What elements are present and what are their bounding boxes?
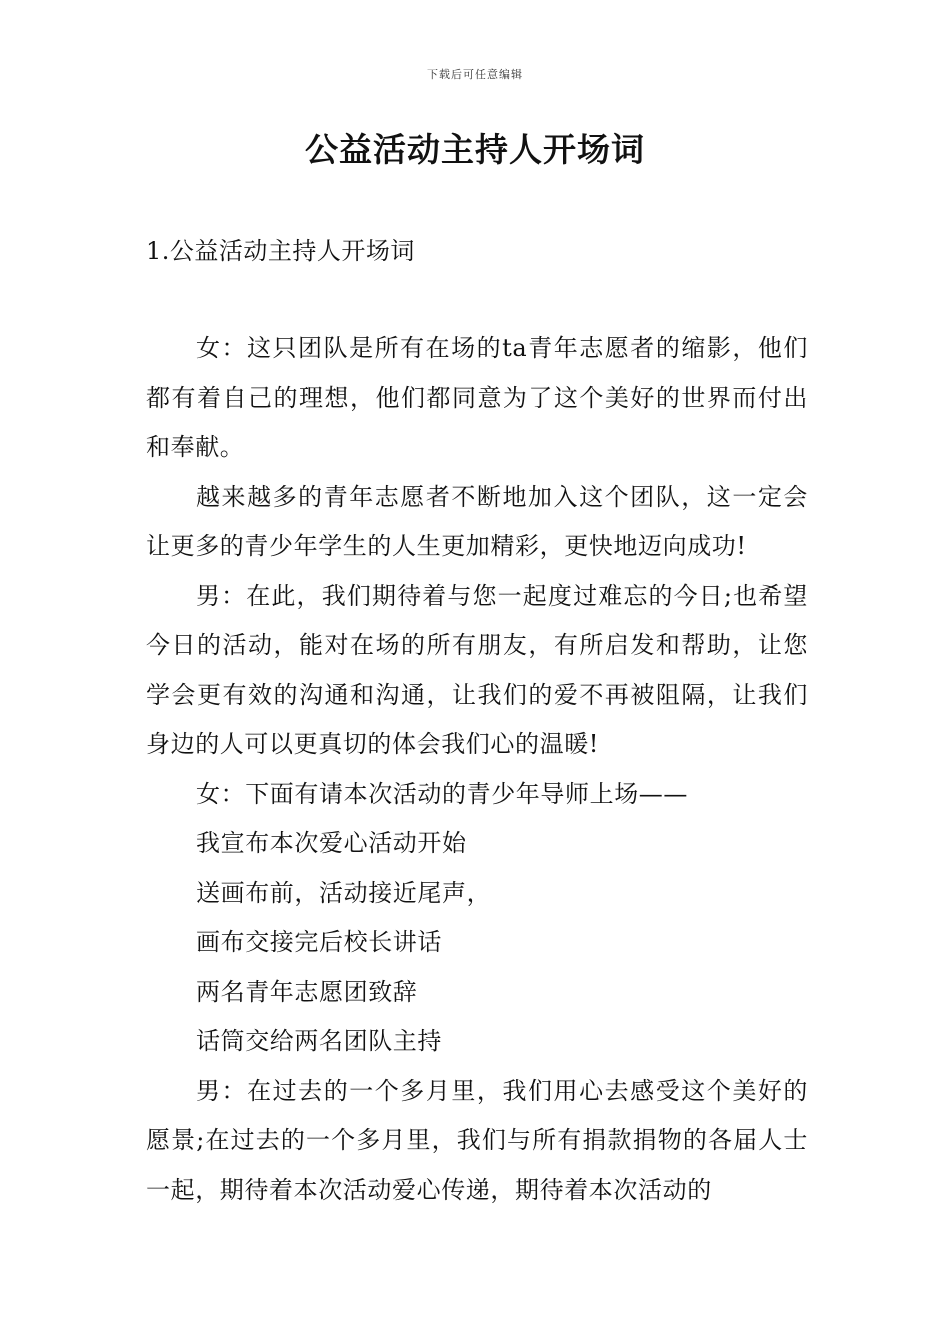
paragraph: 越来越多的青年志愿者不断地加入这个团队，这一定会让更多的青少年学生的人生更加精彩，更快地迈向成功!	[146, 482, 808, 560]
paragraph: 男：在过去的一个多月里，我们用心去感受这个美好的愿景;在过去的一个多月里，我们与所有捐款捐物的各届人士一起，期待着本次活动爱心传递，期待着本次活动的	[146, 1076, 808, 1204]
paragraph: 画布交接完后校长讲话	[196, 928, 442, 956]
paragraph: 女：这只团队是所有在场的ta青年志愿者的缩影，他们都有着自己的理想，他们都同意为了这个美好的世界而付出和奉献。	[146, 334, 808, 461]
paragraph: 男：在此，我们期待着与您一起度过难忘的今日;也希望今日的活动，能对在场的所有朋友，有所启发和帮助，让您学会更有效的沟通和沟通，让我们的爱不再被阻隔，让我们身边的人可以更真切的体会我们心的温暖!	[146, 581, 808, 758]
paragraph: 我宣布本次爱心活动开始	[196, 829, 467, 857]
paragraph: 两名青年志愿团致辞	[196, 977, 418, 1006]
paragraph: 送画布前，活动接近尾声，	[196, 878, 492, 907]
section-heading: 1.公益活动主持人开场词	[146, 237, 415, 265]
document-title: 公益活动主持人开场词	[305, 130, 645, 169]
paragraph: 女：下面有请本次活动的青少年导师上场——	[196, 779, 688, 808]
document-body	[146, 324, 808, 1215]
header-note: 下载后可任意编辑	[427, 68, 523, 81]
paragraph: 话筒交给两名团队主持	[196, 1027, 442, 1055]
